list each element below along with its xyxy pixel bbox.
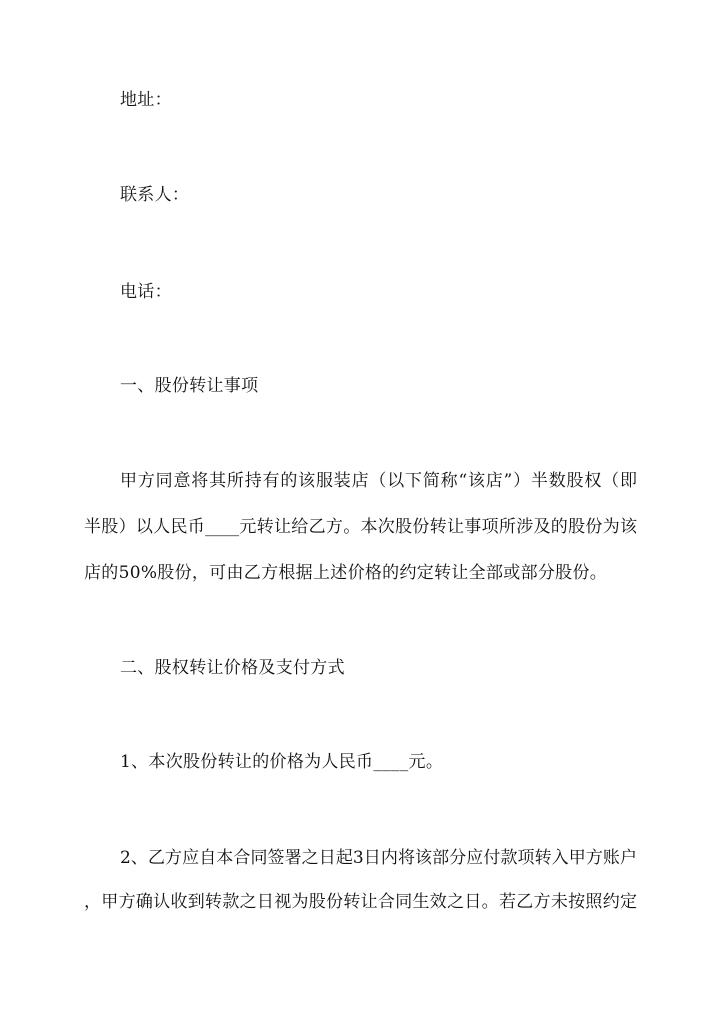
phone-label: 电话： — [120, 282, 172, 302]
section2-item2-line: ，甲方确认收到转款之日视为股份转让合同生效之日。若乙方未按照约定 — [84, 892, 637, 912]
address-label: 地址： — [120, 90, 172, 110]
section2-heading: 二、股权转让价格及支付方式 — [120, 658, 345, 678]
section2-item1: 1、本次股份转让的价格为人民币____元。 — [120, 752, 444, 772]
section1-paragraph-line: 店的50%股份，可由乙方根据上述价格的约定转让全部或部分股份。 — [84, 563, 608, 583]
section1-paragraph-line: 甲方同意将其所持有的该服装店（以下简称“该店”）半数股权（即 — [120, 471, 637, 491]
section2-item2-line: 2、乙方应自本合同签署之日起3日内将该部分应付款项转入甲方账户 — [120, 848, 637, 868]
contact-person-label: 联系人： — [120, 185, 190, 205]
section1-heading: 一、股份转让事项 — [120, 376, 259, 396]
section1-paragraph-line: 半股）以人民币____元转让给乙方。本次股份转让事项所涉及的股份为该 — [84, 517, 637, 537]
